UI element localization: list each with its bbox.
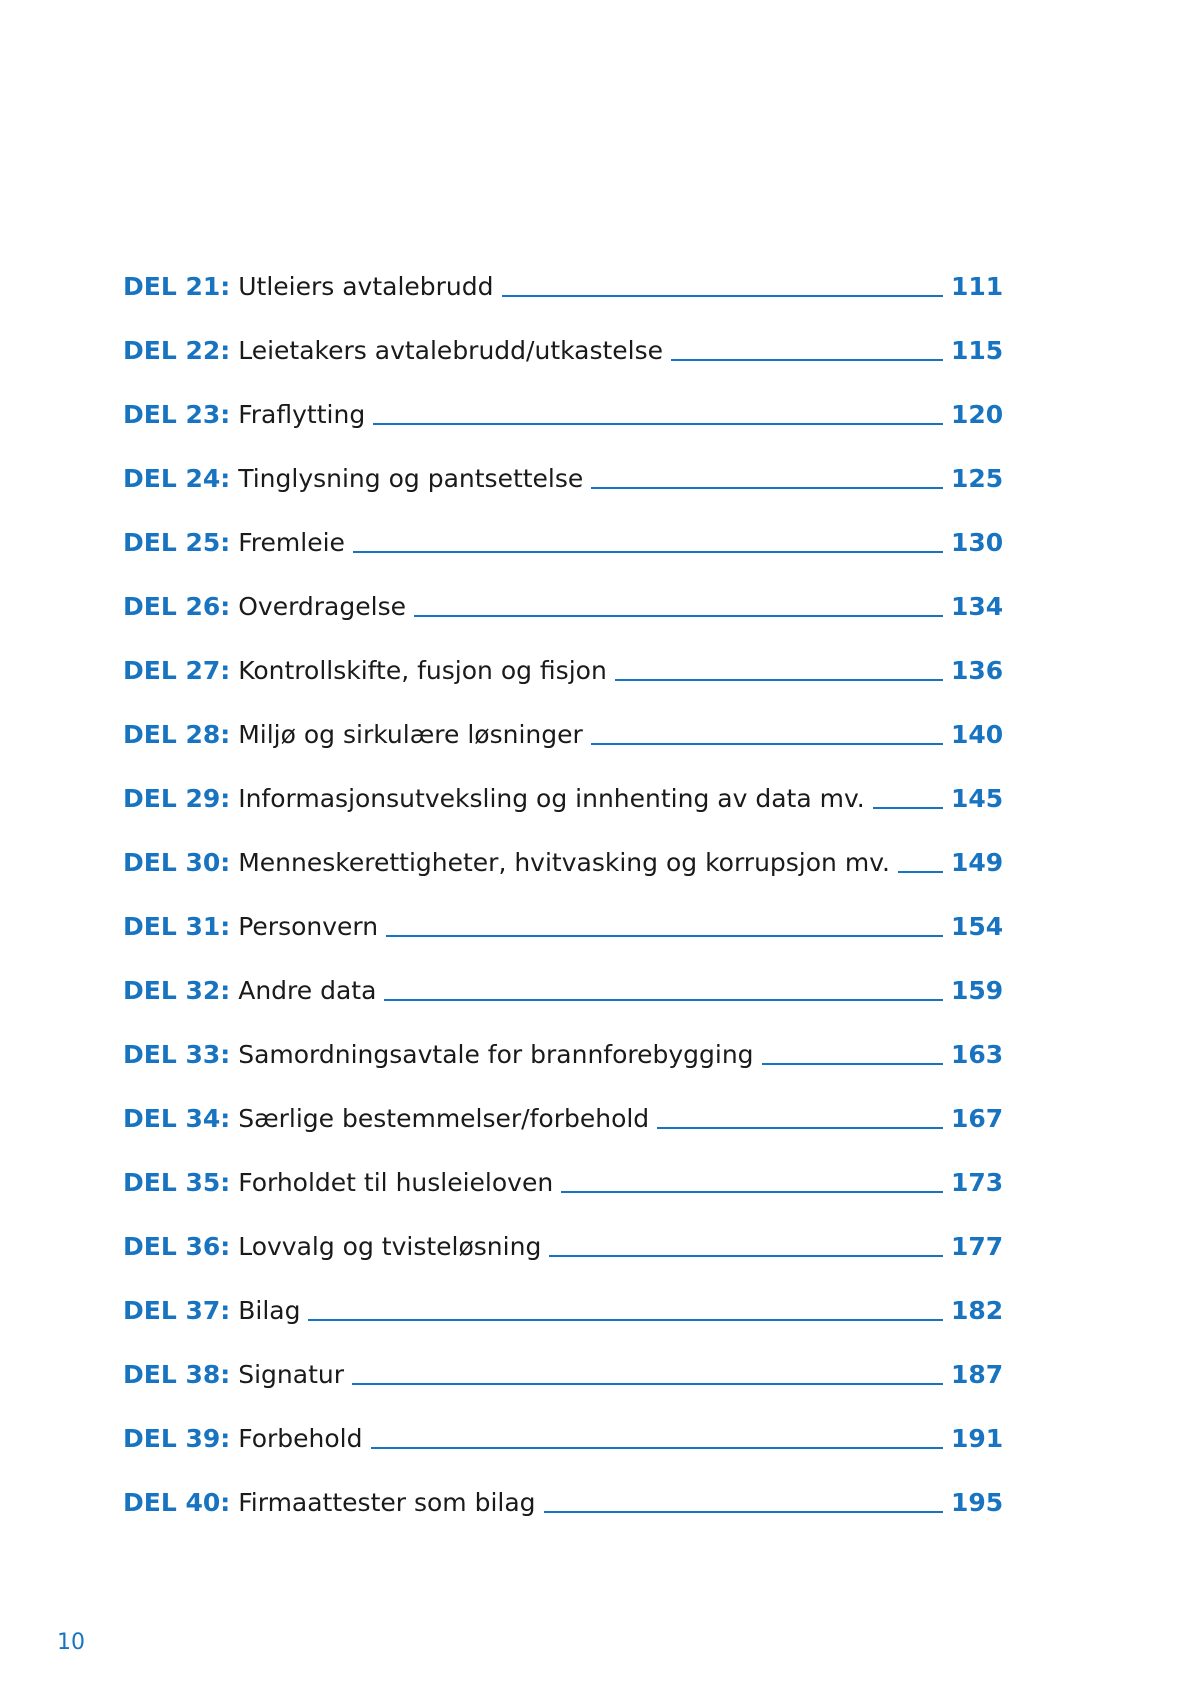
toc-entry[interactable]: [123, 1200, 1003, 1264]
toc-page-number: 154: [951, 912, 1004, 941]
toc-title: Forbehold: [238, 1424, 363, 1453]
toc-label: [123, 270, 494, 304]
toc-leader-line: [502, 295, 943, 297]
toc-leader-line: [615, 679, 943, 681]
toc-title: Forholdet til husleieloven: [238, 1168, 554, 1197]
toc-page-number: 115: [951, 336, 1004, 365]
toc-label: [123, 1166, 553, 1200]
toc-entry[interactable]: [123, 1328, 1003, 1392]
toc-leader-line: [762, 1063, 943, 1065]
toc-entry[interactable]: [123, 816, 1003, 880]
toc-label: [123, 974, 376, 1008]
toc-part-number: DEL 27:: [123, 656, 231, 685]
toc-page-number: 130: [951, 528, 1004, 557]
toc-page-number: 159: [951, 976, 1004, 1005]
toc-part-number: DEL 31:: [123, 912, 231, 941]
toc-title: Kontrollskifte, fusjon og fisjon: [238, 656, 607, 685]
toc-part-number: DEL 36:: [123, 1232, 231, 1261]
toc-part-number: DEL 22:: [123, 336, 231, 365]
toc-part-number: DEL 29:: [123, 784, 231, 813]
toc-entry[interactable]: [123, 304, 1003, 368]
toc-entry[interactable]: [123, 944, 1003, 1008]
toc-part-number: DEL 39:: [123, 1424, 231, 1453]
toc-leader-line: [544, 1511, 943, 1513]
toc-leader-line: [371, 1447, 944, 1449]
toc-page-number: 140: [951, 720, 1004, 749]
toc-part-number: DEL 28:: [123, 720, 231, 749]
toc-leader-line: [591, 743, 943, 745]
toc-label: [123, 590, 406, 624]
toc-leader-line: [373, 423, 943, 425]
toc-title: Tinglysning og pantsettelse: [238, 464, 584, 493]
toc-page-number: 177: [951, 1232, 1004, 1261]
toc-title: Bilag: [238, 1296, 301, 1325]
toc-entry[interactable]: [123, 752, 1003, 816]
toc-title: Informasjonsutveksling og innhenting av data mv.: [238, 784, 865, 813]
toc-title: Samordningsavtale for brannforebygging: [238, 1040, 754, 1069]
toc-page-number: 182: [951, 1296, 1004, 1325]
toc-label: [123, 718, 583, 752]
toc-title: Leietakers avtalebrudd/utkastelse: [238, 336, 664, 365]
toc-part-number: DEL 38:: [123, 1360, 231, 1389]
toc-label: [123, 526, 345, 560]
toc-page-number: 195: [951, 1488, 1004, 1517]
toc-title: Signatur: [238, 1360, 344, 1389]
toc-label: [123, 1230, 541, 1264]
toc-entry[interactable]: [123, 560, 1003, 624]
table-of-contents: [123, 240, 1003, 1520]
toc-label: [123, 1486, 536, 1520]
toc-leader-line: [352, 1383, 943, 1385]
toc-leader-line: [384, 999, 943, 1001]
toc-entry[interactable]: [123, 880, 1003, 944]
toc-label: [123, 334, 663, 368]
toc-title: Fraflytting: [238, 400, 366, 429]
page-number: 10: [57, 1630, 85, 1655]
toc-label: [123, 910, 378, 944]
toc-label: [123, 1294, 300, 1328]
toc-part-number: DEL 37:: [123, 1296, 231, 1325]
toc-title: Fremleie: [238, 528, 345, 557]
toc-leader-line: [414, 615, 943, 617]
toc-entry[interactable]: [123, 624, 1003, 688]
toc-part-number: DEL 26:: [123, 592, 231, 621]
toc-part-number: DEL 24:: [123, 464, 231, 493]
toc-part-number: DEL 32:: [123, 976, 231, 1005]
toc-title: Særlige bestemmelser/forbehold: [238, 1104, 650, 1133]
toc-title: Lovvalg og tvisteløsning: [238, 1232, 542, 1261]
toc-title: Menneskerettigheter, hvitvasking og korrupsjon mv.: [238, 848, 890, 877]
toc-label: [123, 654, 607, 688]
toc-page-number: 173: [951, 1168, 1004, 1197]
toc-label: [123, 846, 890, 880]
toc-page-number: 187: [951, 1360, 1004, 1389]
toc-title: Miljø og sirkulære løsninger: [238, 720, 583, 749]
toc-entry[interactable]: [123, 240, 1003, 304]
toc-title: Overdragelse: [238, 592, 406, 621]
toc-part-number: DEL 35:: [123, 1168, 231, 1197]
toc-entry[interactable]: [123, 1072, 1003, 1136]
toc-entry[interactable]: [123, 1008, 1003, 1072]
toc-label: [123, 1422, 363, 1456]
toc-title: Andre data: [238, 976, 377, 1005]
toc-page-number: 134: [951, 592, 1004, 621]
toc-title: Firmaattester som bilag: [238, 1488, 536, 1517]
toc-leader-line: [561, 1191, 943, 1193]
toc-leader-line: [898, 871, 943, 873]
toc-entry[interactable]: [123, 496, 1003, 560]
toc-label: [123, 398, 365, 432]
toc-leader-line: [671, 359, 943, 361]
toc-part-number: DEL 23:: [123, 400, 231, 429]
toc-part-number: DEL 34:: [123, 1104, 231, 1133]
toc-part-number: DEL 30:: [123, 848, 231, 877]
toc-leader-line: [591, 487, 943, 489]
toc-page-number: 145: [951, 784, 1004, 813]
toc-leader-line: [549, 1255, 943, 1257]
toc-page-number: 136: [951, 656, 1004, 685]
toc-entry[interactable]: [123, 432, 1003, 496]
toc-label: [123, 1102, 649, 1136]
toc-leader-line: [308, 1319, 943, 1321]
toc-label: [123, 462, 583, 496]
toc-page-number: 120: [951, 400, 1004, 429]
toc-entry[interactable]: [123, 368, 1003, 432]
toc-page-number: 163: [951, 1040, 1004, 1069]
toc-leader-line: [657, 1127, 943, 1129]
toc-entry[interactable]: [123, 688, 1003, 752]
toc-part-number: DEL 33:: [123, 1040, 231, 1069]
toc-page-number: 149: [951, 848, 1004, 877]
toc-label: [123, 1358, 344, 1392]
toc-part-number: DEL 21:: [123, 272, 231, 301]
toc-title: Personvern: [238, 912, 379, 941]
toc-part-number: DEL 25:: [123, 528, 231, 557]
toc-part-number: DEL 40:: [123, 1488, 231, 1517]
toc-leader-line: [353, 551, 943, 553]
toc-label: [123, 1038, 754, 1072]
toc-page-number: 111: [951, 272, 1004, 301]
toc-label: [123, 782, 865, 816]
toc-entry[interactable]: [123, 1264, 1003, 1328]
toc-leader-line: [873, 807, 943, 809]
toc-page-number: 167: [951, 1104, 1004, 1133]
toc-leader-line: [386, 935, 943, 937]
toc-title: Utleiers avtalebrudd: [238, 272, 494, 301]
toc-entry[interactable]: [123, 1136, 1003, 1200]
toc-entry[interactable]: [123, 1392, 1003, 1456]
toc-page-number: 125: [951, 464, 1004, 493]
toc-entry[interactable]: [123, 1456, 1003, 1520]
toc-page-number: 191: [951, 1424, 1004, 1453]
